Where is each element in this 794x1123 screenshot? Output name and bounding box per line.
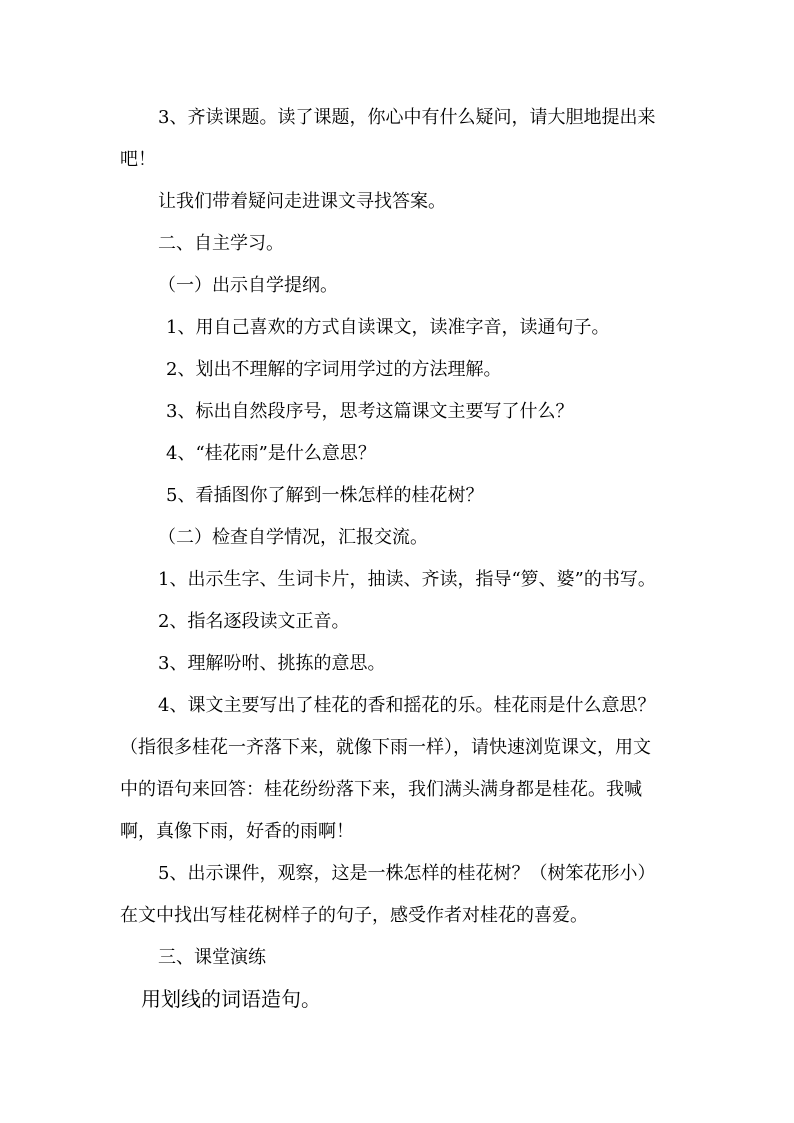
text-line: 让我们带着疑问走进课文寻找答案。 <box>158 191 446 212</box>
list-item: 1、出示生字、生词卡片，抽读、齐读，指导“箩、婆”的书写。 <box>158 569 656 590</box>
exercise-prompt: 用划线的词语造句。 <box>141 987 321 1011</box>
list-item: 4、课文主要写出了桂花的香和摇花的乐。桂花雨是什么意思？ <box>158 695 656 716</box>
text-line: 3、齐读课题。读了课题，你心中有什么疑问，请大胆地提出来 <box>158 107 656 128</box>
list-item: 5、看插图你了解到一株怎样的桂花树？ <box>166 485 484 506</box>
text-line: （指很多桂花一齐落下来，就像下雨一样），请快速浏览课文，用文 <box>120 737 651 758</box>
list-item: 3、理解吩咐、挑拣的意思。 <box>158 653 386 674</box>
text-line: 中的语句来回答：桂花纷纷落下来，我们满头满身都是桂花。我喊 <box>120 779 642 800</box>
list-item: 2、指名逐段读文正音。 <box>158 611 350 632</box>
list-item: 2、划出不理解的字词用学过的方法理解。 <box>166 359 502 380</box>
subsection-heading: （一）出示自学提纲。 <box>158 275 338 296</box>
list-item: 4、“桂花雨”是什么意思？ <box>166 443 376 464</box>
text-line: 在文中找出写桂花树样子的句子，感受作者对桂花的喜爱。 <box>120 905 588 926</box>
list-item: 1、用自己喜欢的方式自读课文，读准字音，读通句子。 <box>166 317 610 338</box>
list-item: 3、标出自然段序号，思考这篇课文主要写了什么？ <box>166 401 574 422</box>
section-heading: 三、课堂演练 <box>158 947 266 968</box>
list-item: 5、出示课件，观察，这是一株怎样的桂花树？（树笨花形小） <box>158 863 656 884</box>
section-heading: 二、自主学习。 <box>158 233 284 254</box>
text-line: 吧！ <box>120 149 156 170</box>
text-line: 啊，真像下雨，好香的雨啊！ <box>120 821 354 842</box>
subsection-heading: （二）检查自学情况，汇报交流。 <box>158 527 428 548</box>
